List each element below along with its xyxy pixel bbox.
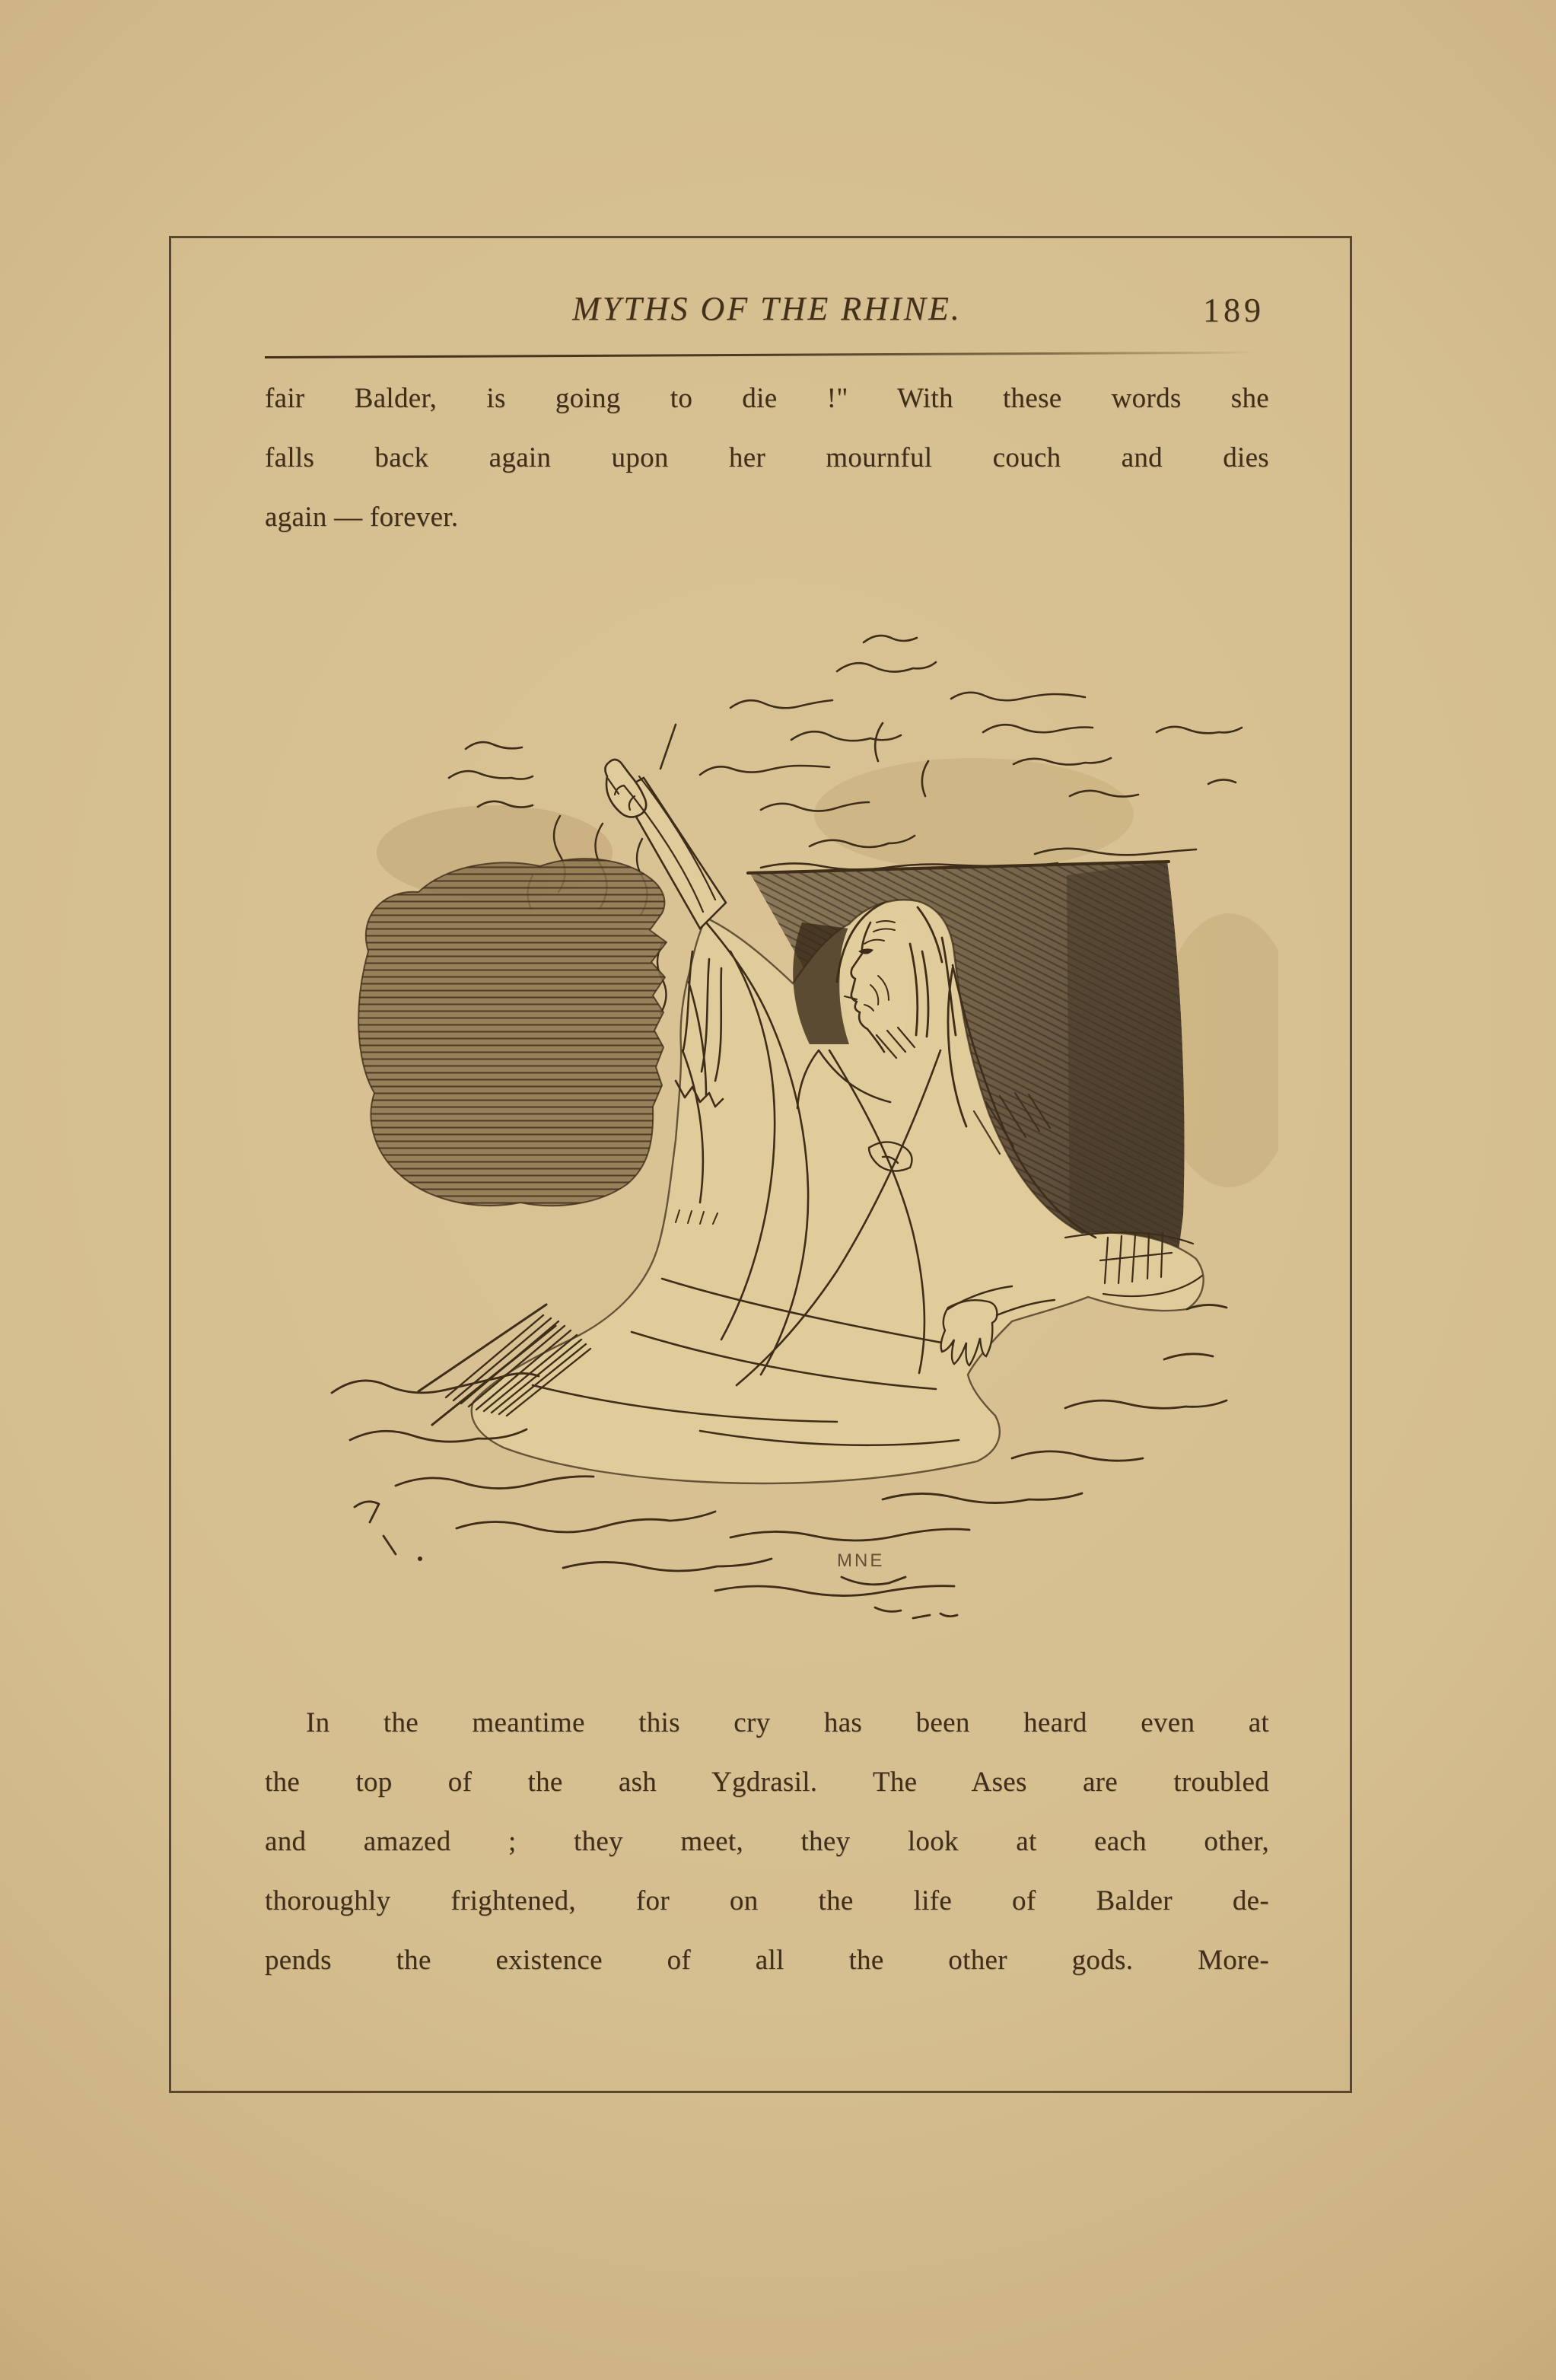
page-number: 189: [1203, 292, 1265, 329]
page-title: MYTHS OF THE RHINE.: [572, 290, 962, 327]
text-line: thoroughly frightened, for on the life of Balder de-: [265, 1885, 1269, 1916]
text-line: fair Balder, is going to die !" With these words she: [265, 383, 1269, 414]
text-line: again — forever.: [265, 502, 459, 533]
vala-engraving-illustration: [304, 624, 1278, 1644]
ink-dot: [418, 1556, 422, 1561]
running-head: [265, 289, 1269, 343]
dark-hatched-mass-left: [358, 859, 667, 1206]
paragraph-bottom: [265, 1693, 1269, 1990]
text-line: the top of the ash Ygdrasil. The Ases are troubled: [265, 1767, 1269, 1798]
text-line: falls back again upon her mournful couch and dies: [265, 442, 1269, 473]
engraver-mark: MNE: [837, 1550, 885, 1571]
text-line: pends the existence of all the other gods. More-: [265, 1945, 1269, 1976]
paragraph-top: [265, 369, 1269, 547]
text-line: and amazed ; they meet, they look at each other,: [265, 1826, 1269, 1857]
text-line: In the meantime this cry has been heard even at: [306, 1707, 1269, 1738]
